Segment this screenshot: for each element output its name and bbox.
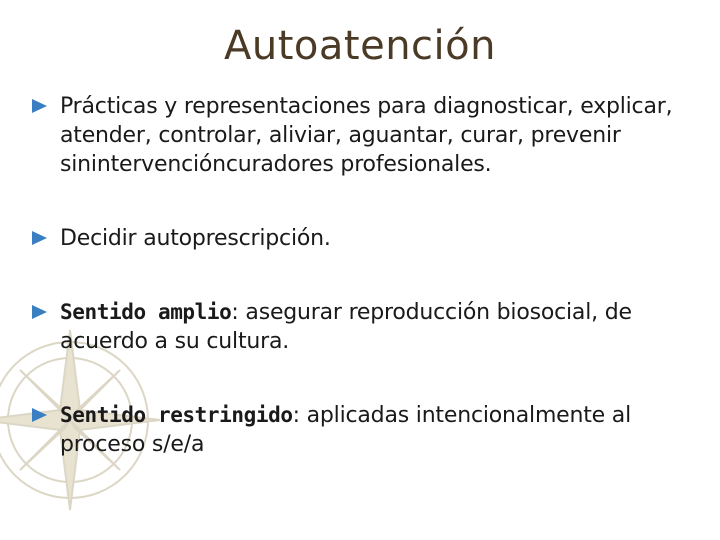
bullet-arrow-icon bbox=[32, 231, 47, 245]
bullet-text: Prácticas y representaciones para diagnosticar, explicar, atender, controlar, aliviar, aguantar, curar, prevenir sinintervencióncuradores profesionales. bbox=[60, 94, 673, 177]
bullet-list bbox=[32, 84, 702, 459]
bullet-item bbox=[32, 298, 702, 356]
bullet-item bbox=[32, 224, 702, 253]
bullet-item bbox=[32, 401, 702, 459]
bullet-text: : asegurar reproducción biosocial, de acuerdo a su cultura. bbox=[60, 300, 632, 354]
bullet-term: Sentido amplio bbox=[60, 300, 232, 324]
bullet-arrow-icon bbox=[32, 408, 47, 422]
bullet-arrow-icon bbox=[32, 305, 47, 319]
bullet-text: Decidir autoprescripción. bbox=[60, 226, 331, 251]
bullet-arrow-icon bbox=[32, 99, 47, 113]
bullet-term: Sentido restringido bbox=[60, 403, 293, 427]
bullet-text: : aplicadas intencionalmente al proceso s/e/a bbox=[60, 403, 632, 457]
slide-title: Autoatención bbox=[224, 23, 496, 69]
bullet-item bbox=[32, 92, 702, 179]
